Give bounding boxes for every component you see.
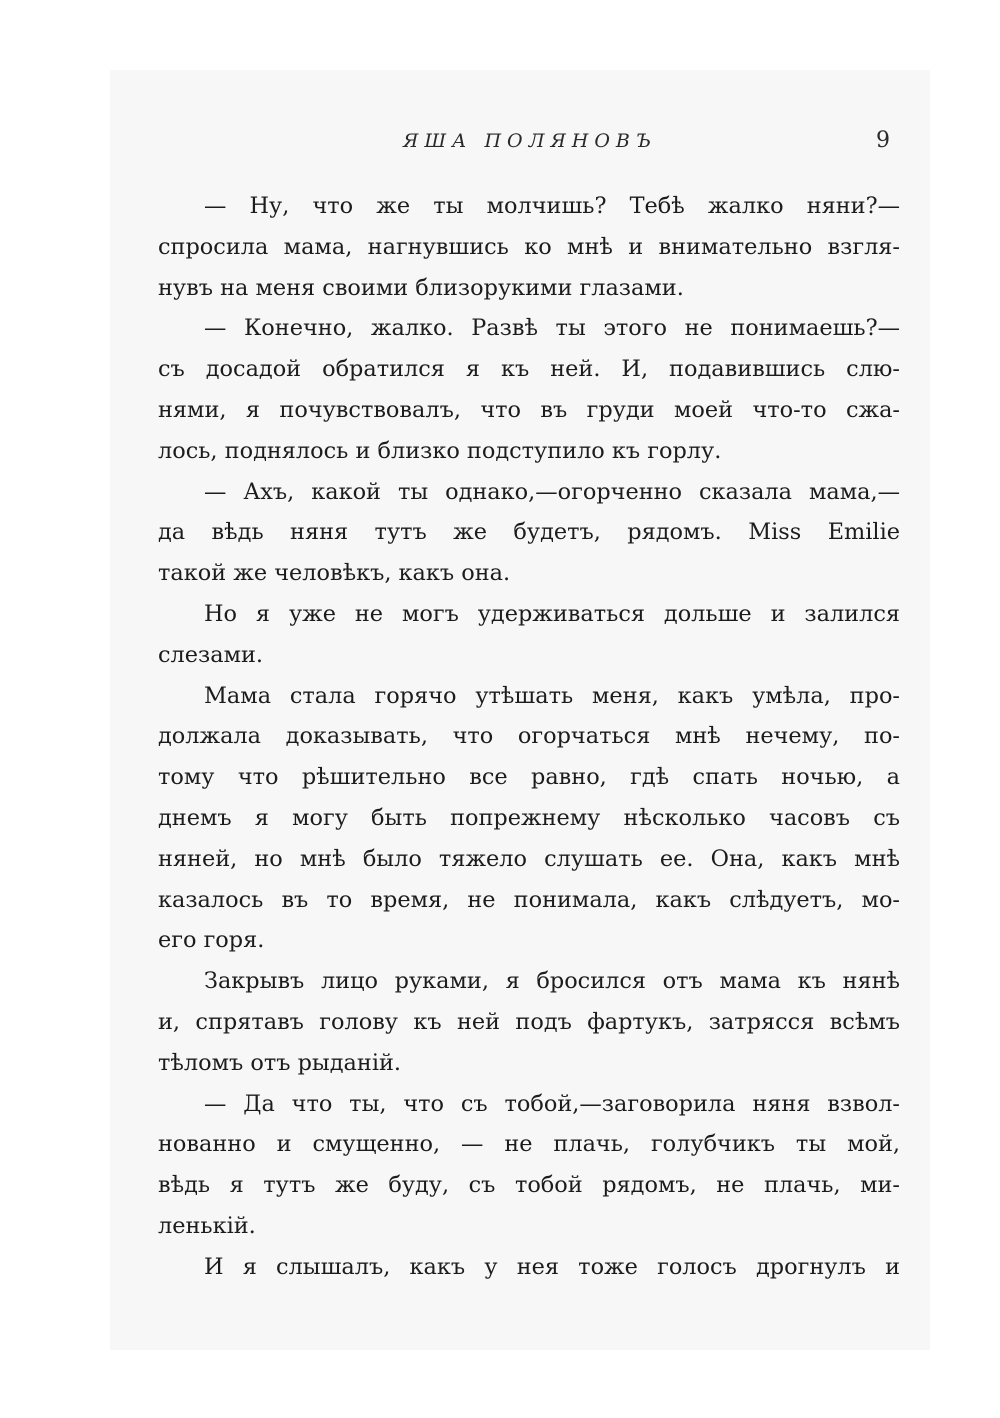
text-line: его горя. <box>158 927 265 954</box>
text-line: — Ну, что же ты молчишь? Тебѣ жалко няни?— <box>204 193 900 219</box>
text-line: такой же человѣкъ, какъ она. <box>158 560 511 587</box>
text-line: слезами. <box>158 641 264 668</box>
text-line: Закрывъ лицо руками, я бросился отъ мама къ нянѣ <box>204 968 900 995</box>
page-number: 9 <box>876 128 890 153</box>
text-line: нями, я почувствовалъ, что въ груди моей что-то сжа- <box>158 396 900 423</box>
text-line: и, спрятавъ голову къ ней подъ фартукъ, затрясся всѣмъ <box>158 1008 900 1035</box>
text-line: нованно и смущенно, — не плачь, голубчикъ ты мой, <box>158 1131 900 1158</box>
text-line: — Конечно, жалко. Развѣ ты этого не понимаешь?— <box>204 315 900 342</box>
text-line: казалось въ то время, не понимала, какъ слѣдуетъ, мо- <box>158 886 900 913</box>
text-line: тѣломъ отъ рыданій. <box>158 1049 402 1076</box>
body-text <box>158 186 900 1288</box>
text-line: тому что рѣшительно все равно, гдѣ спать ночью, а <box>158 764 900 791</box>
text-line: спросила мама, нагнувшись ко мнѣ и внимательно взгля- <box>158 233 900 260</box>
text-line: да вѣдь няня тутъ же будетъ, рядомъ. Miss Emilie <box>158 519 900 546</box>
text-line: И я слышалъ, какъ у нея тоже голосъ дрогнулъ и <box>204 1253 900 1280</box>
page-header <box>0 130 1000 166</box>
text-line: должала доказывать, что огорчаться мнѣ нечему, по- <box>158 723 900 750</box>
text-line: — Ахъ, какой ты однако,—огорченно сказала мама,— <box>204 478 900 505</box>
text-line: Мама стала горячо утѣшать меня, какъ умѣла, про- <box>204 682 900 709</box>
running-title: ЯША ПОЛЯНОВЪ <box>402 130 657 152</box>
text-line: днемъ я могу быть попрежнему нѣсколько часовъ съ <box>158 804 900 831</box>
text-line: нувъ на меня своими близорукими глазами. <box>158 274 684 301</box>
text-line: лось, поднялось и близко подступило къ горлу. <box>158 437 722 464</box>
text-line: Но я уже не могъ удерживаться дольше и залился <box>204 600 900 627</box>
text-line: няней, но мнѣ было тяжело слушать ее. Она, какъ мнѣ <box>158 845 900 872</box>
text-line: вѣдь я тутъ же буду, съ тобой рядомъ, не плачь, ми- <box>158 1172 900 1199</box>
text-line: — Да что ты, что съ тобой,—заговорила няня взвол- <box>204 1090 900 1117</box>
text-line: съ досадой обратился я къ ней. И, подавившись слю- <box>158 356 900 383</box>
text-line: ленькій. <box>158 1212 256 1239</box>
